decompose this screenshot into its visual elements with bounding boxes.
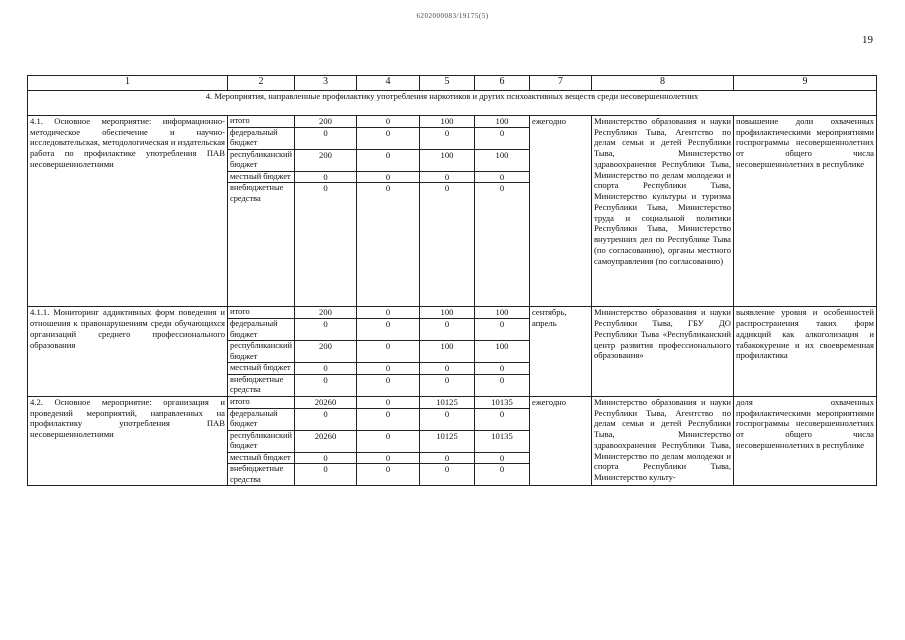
table-row	[28, 396, 877, 408]
value-cell: 0	[475, 183, 530, 307]
value-cell: 0	[357, 408, 420, 430]
value-cell: 0	[475, 452, 530, 464]
value-cell: 100	[420, 307, 475, 319]
executors-cell: Министерство образования и науки Республики Тыва, Агентство по делам семьи и детей Республики Тыва, Министерство здравоохранения Республики Тыва, Министерство по делам молодежи и спорта Республики Тыва, Министерство культуры и туризма Республики Тыва, Министерство труда и социальной политики Республики Тыва, Министерство внутренних дел по Республике Тыва (по согласованию), органы местного самоуправления (по согласованию)	[592, 116, 734, 307]
col-num: 3	[295, 76, 357, 91]
activity-name: 4.2. Основное мероприятие: организация и проведений мероприятий, направленных на профилактику употребления ПАВ несовершеннолетними	[28, 396, 228, 485]
value-cell: 0	[420, 464, 475, 486]
column-number-row	[28, 76, 877, 91]
value-cell: 100	[475, 307, 530, 319]
value-cell: 0	[357, 319, 420, 341]
value-cell: 0	[295, 464, 357, 486]
source-label: республиканский бюджет	[228, 341, 295, 363]
value-cell: 200	[295, 116, 357, 128]
value-cell: 10135	[475, 396, 530, 408]
value-cell: 0	[357, 116, 420, 128]
activity-name: 4.1. Основное мероприятие: информационно-методическое обеспечение и научно-исследовательская, методологическая и издательская работа по профилактике употребления ПАВ несовершеннолетними	[28, 116, 228, 307]
value-cell: 0	[475, 408, 530, 430]
value-cell: 0	[357, 430, 420, 452]
source-label: республиканский бюджет	[228, 430, 295, 452]
value-cell: 20260	[295, 396, 357, 408]
value-cell: 0	[475, 319, 530, 341]
value-cell: 0	[295, 183, 357, 307]
value-cell: 0	[357, 452, 420, 464]
value-cell: 0	[295, 452, 357, 464]
activity-name: 4.1.1. Мониторинг аддиктивных форм поведения и отношения к правонарушениям среди обучающихся организаций среднего профессионального образования	[28, 307, 228, 396]
program-table	[27, 75, 877, 486]
col-num: 7	[530, 76, 592, 91]
source-label: федеральный бюджет	[228, 127, 295, 149]
value-cell: 0	[475, 363, 530, 375]
result-cell: повышение доли охваченных профилактическими мероприятиями госпрограммы несовершеннолетних от общего числа несовершеннолетних в республике	[734, 116, 877, 307]
source-label: федеральный бюджет	[228, 408, 295, 430]
page-number: 19	[862, 34, 873, 46]
value-cell: 0	[420, 408, 475, 430]
value-cell: 100	[475, 149, 530, 171]
value-cell: 0	[295, 374, 357, 396]
term-cell: ежегодно	[530, 396, 592, 485]
value-cell: 100	[475, 116, 530, 128]
value-cell: 100	[420, 149, 475, 171]
source-label: итого	[228, 116, 295, 128]
executors-cell: Министерство образования и науки Республики Тыва, ГБУ ДО Республики Тыва «Республиканский центр развития профессионального образования»	[592, 307, 734, 396]
value-cell: 200	[295, 341, 357, 363]
value-cell: 0	[357, 464, 420, 486]
value-cell: 0	[357, 127, 420, 149]
value-cell: 0	[357, 363, 420, 375]
col-num: 8	[592, 76, 734, 91]
source-label: федеральный бюджет	[228, 319, 295, 341]
term-cell: сентябрь, апрель	[530, 307, 592, 396]
value-cell: 0	[295, 127, 357, 149]
value-cell: 0	[420, 127, 475, 149]
value-cell: 0	[295, 408, 357, 430]
result-cell: доля охваченных профилактическими мероприятиями госпрограммы несовершеннолетних от общего числа несовершеннолетних в республике	[734, 396, 877, 485]
source-label: местный бюджет	[228, 363, 295, 375]
table-row	[28, 116, 877, 128]
value-cell: 20260	[295, 430, 357, 452]
value-cell: 100	[475, 341, 530, 363]
value-cell: 100	[420, 341, 475, 363]
col-num: 5	[420, 76, 475, 91]
value-cell: 200	[295, 307, 357, 319]
table-row	[28, 307, 877, 319]
value-cell: 10125	[420, 430, 475, 452]
value-cell: 10135	[475, 430, 530, 452]
result-cell: выявление уровня и особенностей распространения таких форм аддикций как алкоголизация и табакокурение и их своевременная профилактика	[734, 307, 877, 396]
value-cell: 0	[420, 452, 475, 464]
source-label: внебюджетные средства	[228, 183, 295, 307]
value-cell: 0	[357, 374, 420, 396]
value-cell: 0	[475, 171, 530, 183]
value-cell: 0	[357, 341, 420, 363]
col-num: 1	[28, 76, 228, 91]
value-cell: 0	[420, 319, 475, 341]
document-id: 6202000083/19175(5)	[416, 12, 489, 20]
value-cell: 10125	[420, 396, 475, 408]
value-cell: 0	[295, 171, 357, 183]
value-cell: 0	[357, 183, 420, 307]
value-cell: 0	[295, 363, 357, 375]
source-label: республиканский бюджет	[228, 149, 295, 171]
value-cell: 0	[357, 396, 420, 408]
value-cell: 0	[357, 171, 420, 183]
value-cell: 0	[475, 464, 530, 486]
source-label: местный бюджет	[228, 171, 295, 183]
value-cell: 0	[357, 149, 420, 171]
col-num: 4	[357, 76, 420, 91]
term-cell: ежегодно	[530, 116, 592, 307]
section-title-row	[28, 91, 877, 116]
col-num: 2	[228, 76, 295, 91]
value-cell: 0	[357, 307, 420, 319]
source-label: внебюджетные средства	[228, 464, 295, 486]
col-num: 9	[734, 76, 877, 91]
value-cell: 0	[295, 319, 357, 341]
value-cell: 100	[420, 116, 475, 128]
value-cell: 0	[475, 374, 530, 396]
source-label: внебюджетные средства	[228, 374, 295, 396]
source-label: местный бюджет	[228, 452, 295, 464]
value-cell: 0	[420, 171, 475, 183]
col-num: 6	[475, 76, 530, 91]
value-cell: 0	[420, 363, 475, 375]
section-title: 4. Мероприятия, направленные профилактику употребления наркотиков и других психоактивных веществ среди несовершеннолетних	[28, 91, 877, 116]
value-cell: 200	[295, 149, 357, 171]
executors-cell: Министерство образования и науки Республики Тыва, Агентство по делам семьи и детей Республики Тыва, Министерство здравоохранения Республики Тыва, Министерство по делам молодежи и спорта Республики Тыва, Министерство культу-	[592, 396, 734, 485]
source-label: итого	[228, 307, 295, 319]
source-label: итого	[228, 396, 295, 408]
value-cell: 0	[420, 183, 475, 307]
value-cell: 0	[475, 127, 530, 149]
value-cell: 0	[420, 374, 475, 396]
